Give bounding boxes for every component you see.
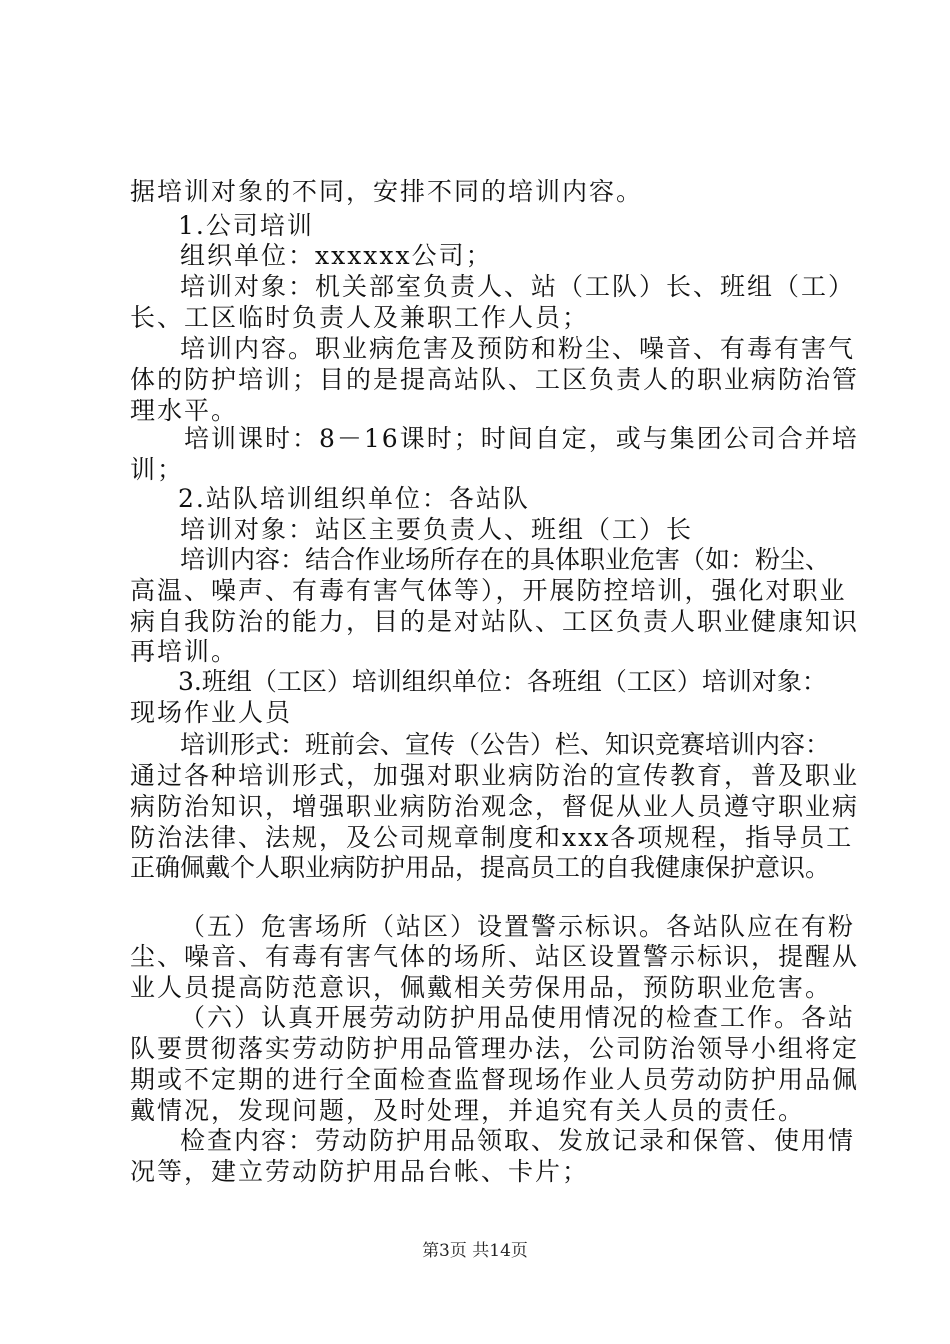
text-line: 组织单位：xxxxxx公司； bbox=[180, 241, 493, 270]
text-line: 培训对象：机关部室负责人、站（工队）长、班组（工） bbox=[180, 272, 856, 301]
text-line: 理水平。 bbox=[130, 396, 239, 425]
text-line: 业人员提高防范意识，佩戴相关劳保用品，预防职业危害。 bbox=[130, 973, 833, 1002]
text-line: 现场作业人员 bbox=[130, 698, 293, 727]
text-line: 训； bbox=[130, 455, 185, 484]
text-line: 体的防护培训；目的是提高站队、工区负责人的职业病防治管 bbox=[130, 365, 860, 394]
text-line: 病自我防治的能力，目的是对站队、工区负责人职业健康知识 bbox=[130, 607, 860, 636]
text-line: 期或不定期的进行全面检查监督现场作业人员劳动防护用品佩 bbox=[130, 1065, 860, 1094]
text-line: 培训内容：结合作业场所存在的具体职业危害（如：粉尘、 bbox=[180, 545, 831, 574]
text-line: 戴情况，发现问题，及时处理，并追究有关人员的责任。 bbox=[130, 1096, 806, 1125]
text-line: 培训课时：8－16课时；时间自定，或与集团公司合并培 bbox=[184, 424, 859, 453]
text-line: 2.站队培训组织单位：各站队 bbox=[178, 484, 530, 513]
text-line: 检查内容：劳动防护用品领取、发放记录和保管、使用情 bbox=[180, 1126, 856, 1155]
text-line: （五）危害场所（站区）设置警示标识。各站队应在有粉 bbox=[180, 912, 856, 941]
text-line: 长、工区临时负责人及兼职工作人员； bbox=[130, 303, 590, 332]
text-line: 通过各种培训形式，加强对职业病防治的宣传教育，普及职业 bbox=[130, 761, 860, 790]
text-line: 况等，建立劳动防护用品台帐、卡片； bbox=[130, 1157, 590, 1186]
text-line: 1.公司培训 bbox=[178, 211, 314, 240]
text-line: （六）认真开展劳动防护用品使用情况的检查工作。各站 bbox=[180, 1003, 856, 1032]
text-line: 培训内容。职业病危害及预防和粉尘、噪音、有毒有害气 bbox=[180, 334, 856, 363]
text-line: 队要贯彻落实劳动防护用品管理办法，公司防治领导小组将定 bbox=[130, 1034, 860, 1063]
text-line: 防治法律、法规，及公司规章制度和xxx各项规程，指导员工 bbox=[130, 823, 854, 852]
text-line: 正确佩戴个人职业病防护用品，提高员工的自我健康保护意识。 bbox=[130, 853, 831, 882]
page-number: 第3页 共14页 bbox=[422, 1241, 528, 1261]
text-line: 尘、噪音、有毒有害气体的场所、站区设置警示标识，提醒从 bbox=[130, 942, 860, 971]
text-line: 病防治知识，增强职业病防治观念，督促从业人员遵守职业病 bbox=[130, 792, 860, 821]
text-line: 培训形式：班前会、宣传（公告）栏、知识竞赛培训内容： bbox=[180, 730, 831, 759]
text-line: 再培训。 bbox=[130, 637, 239, 666]
text-line: 据培训对象的不同，安排不同的培训内容。 bbox=[130, 177, 644, 206]
text-line: 3.班组（工区）培训组织单位：各班组（工区）培训对象： bbox=[178, 667, 827, 696]
text-line: 培训对象：站区主要负责人、班组（工）长 bbox=[180, 515, 694, 544]
text-line: 高温、噪声、有毒有害气体等），开展防控培训，强化对职业 bbox=[130, 576, 847, 605]
